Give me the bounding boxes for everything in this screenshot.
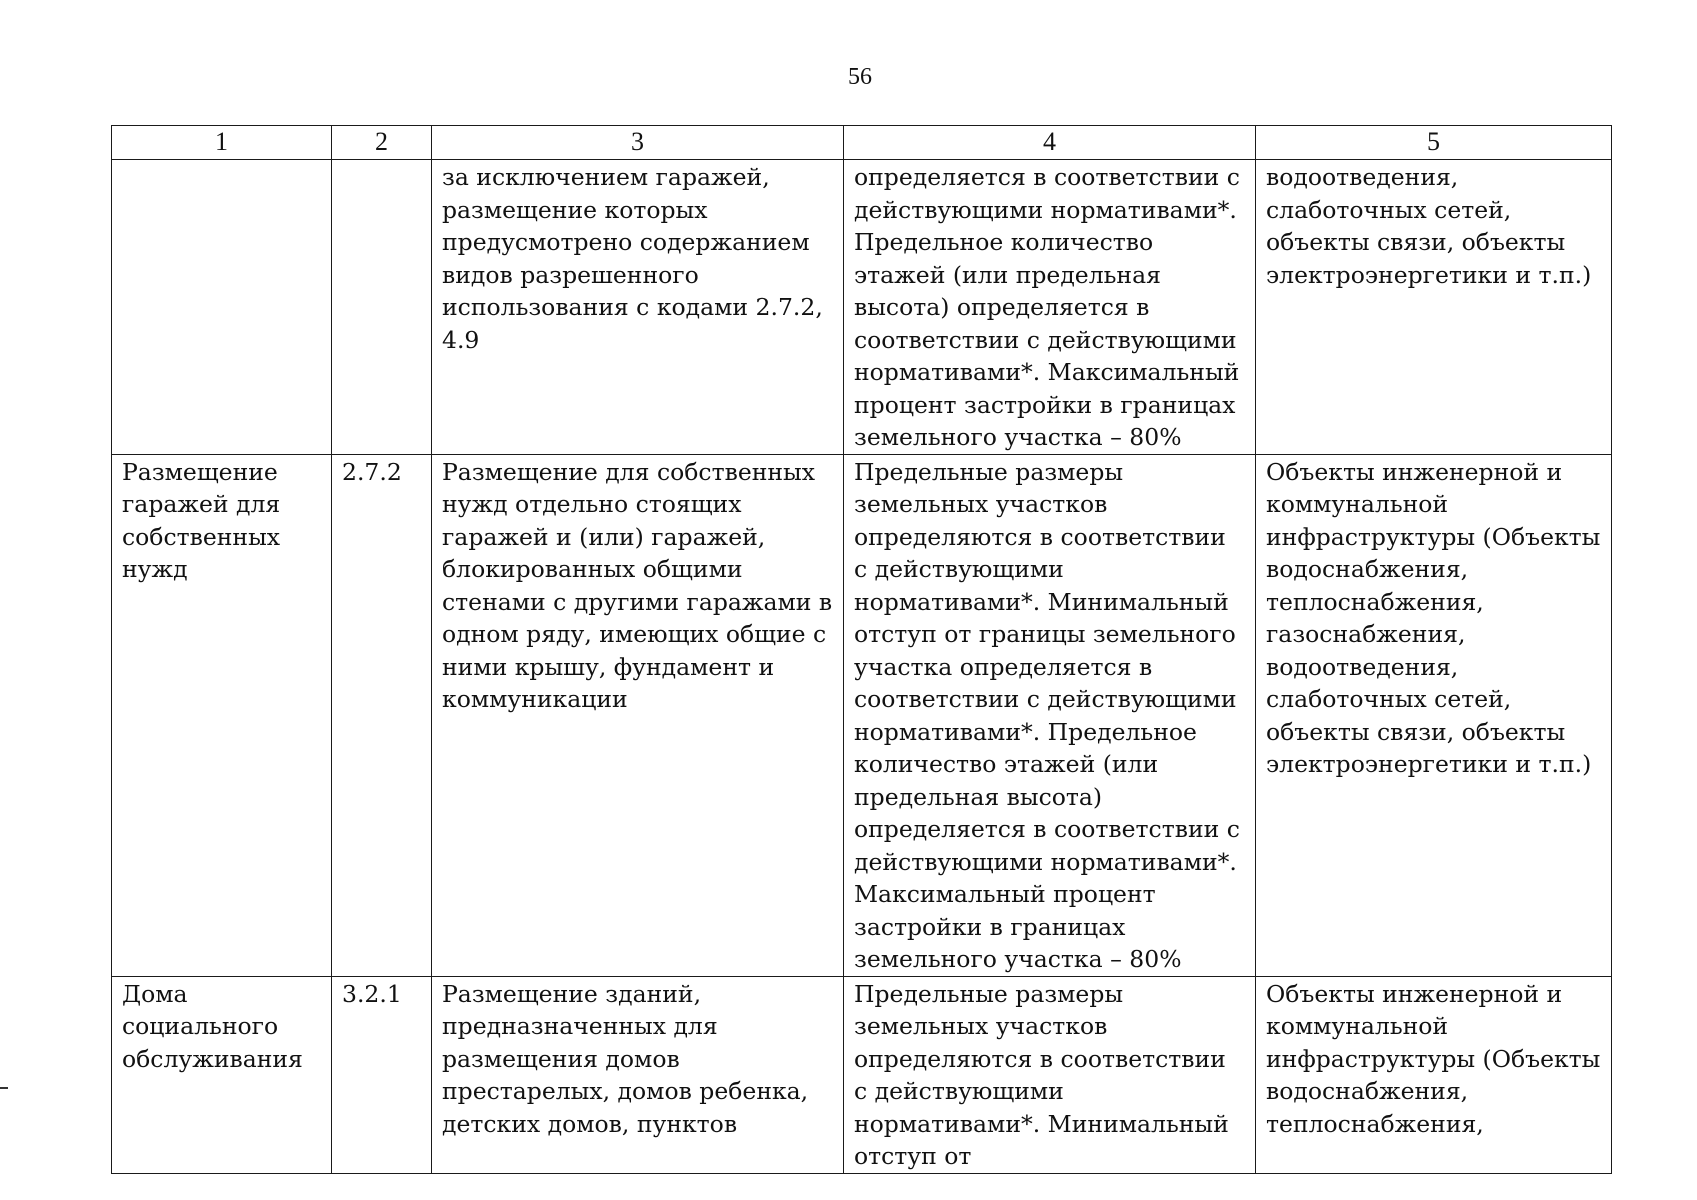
use-description-cell: за исключением гаражей, размещение которых предусмотрено содержанием видов разрешенного использования с кодами 2.7.2, 4.9 bbox=[432, 160, 844, 455]
use-name-cell: Размещение гаражей для собственных нужд bbox=[112, 454, 332, 976]
table-row bbox=[112, 976, 1612, 1173]
table-header-row bbox=[112, 126, 1612, 160]
column-header-1: 1 bbox=[112, 126, 332, 160]
infrastructure-cell: Объекты инженерной и коммунальной инфраструктуры (Объекты водоснабжения, теплоснабжения, bbox=[1256, 976, 1612, 1173]
infrastructure-cell: водоотведения, слаботочных сетей, объекты связи, объекты электроэнергетики и т.п.) bbox=[1256, 160, 1612, 455]
parameters-cell: Предельные размеры земельных участков определяются в соответствии с действующими нормативами*. Минимальный отступ от границы земельного участка определяется в соответствии с действующими нормативами*. Предельное количество этажей (или предельная высота) определяется в соответствии с действующими нормативами*. Максимальный процент застройки в границах земельного участка – 80% bbox=[844, 454, 1256, 976]
column-header-4: 4 bbox=[844, 126, 1256, 160]
use-name-cell: Дома социального обслуживания bbox=[112, 976, 332, 1173]
column-header-2: 2 bbox=[332, 126, 432, 160]
use-description-cell: Размещение для собственных нужд отдельно стоящих гаражей и (или) гаражей, блокированных общими стенами с другими гаражами в одном ряду, имеющих общие с ними крышу, фундамент и коммуникации bbox=[432, 454, 844, 976]
parameters-cell: Предельные размеры земельных участков определяются в соответствии с действующими нормативами*. Минимальный отступ от bbox=[844, 976, 1256, 1173]
use-name-cell bbox=[112, 160, 332, 455]
page-number: 56 bbox=[848, 64, 872, 90]
infrastructure-cell: Объекты инженерной и коммунальной инфраструктуры (Объекты водоснабжения, теплоснабжения, газоснабжения, водоотведения, слаботочных сетей, объекты связи, объекты электроэнергетики и т.п.) bbox=[1256, 454, 1612, 976]
use-code-cell: 2.7.2 bbox=[332, 454, 432, 976]
column-header-3: 3 bbox=[432, 126, 844, 160]
table-row bbox=[112, 454, 1612, 976]
table-row bbox=[112, 160, 1612, 455]
use-description-cell: Размещение зданий, предназначенных для размещения домов престарелых, домов ребенка, детских домов, пунктов bbox=[432, 976, 844, 1173]
parameters-cell: определяется в соответствии с действующими нормативами*. Предельное количество этажей (или предельная высота) определяется в соответствии с действующими нормативами*. Максимальный процент застройки в границах земельного участка – 80% bbox=[844, 160, 1256, 455]
column-header-5: 5 bbox=[1256, 126, 1612, 160]
use-code-cell: 3.2.1 bbox=[332, 976, 432, 1173]
use-code-cell bbox=[332, 160, 432, 455]
zoning-table bbox=[111, 125, 1612, 1174]
scan-margin-mark bbox=[0, 1087, 8, 1089]
